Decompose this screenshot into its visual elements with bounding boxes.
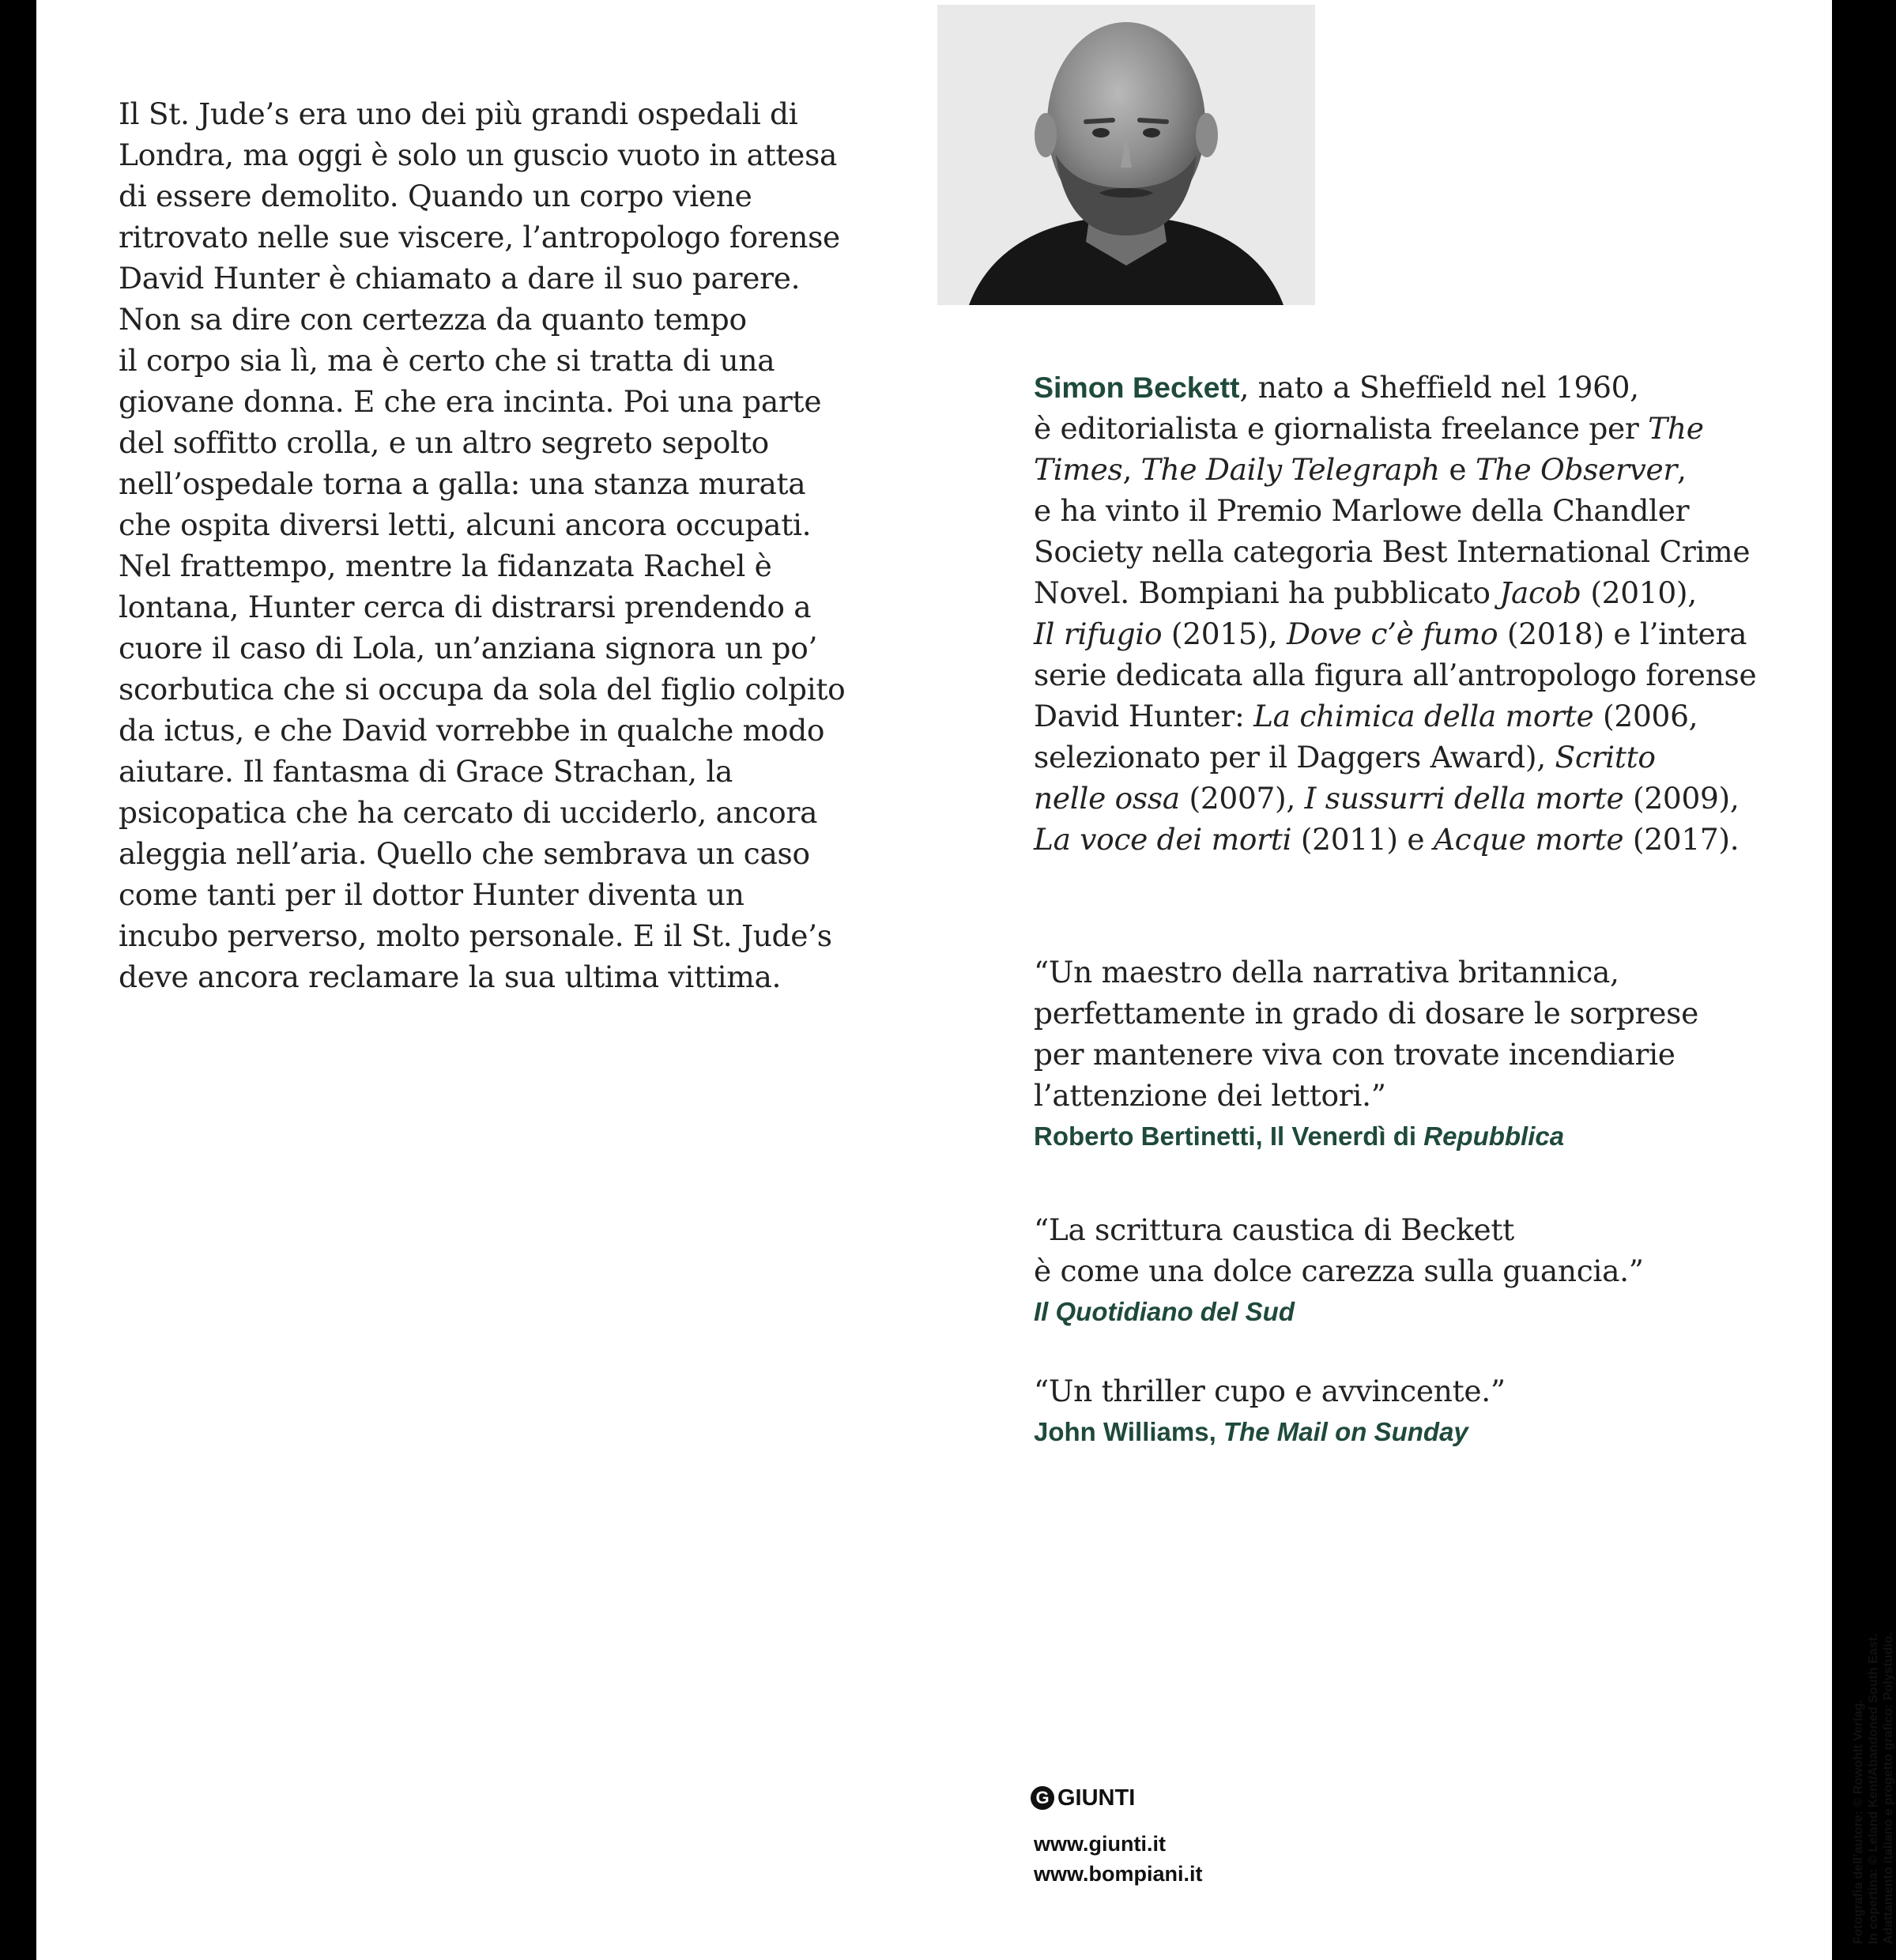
quote-line: “La scrittura caustica di Beckett xyxy=(1034,1212,1514,1247)
bio-italic: The Observer xyxy=(1475,452,1678,487)
bio-text: Novel. Bompiani ha pubblicato xyxy=(1034,575,1500,610)
bio-line: Society nella categoria Best International Crime xyxy=(1034,534,1751,569)
synopsis-line: Londra, ma oggi è solo un guscio vuoto in attesa xyxy=(119,138,838,172)
synopsis-line: ritrovato nelle sue viscere, l’antropologo forense xyxy=(119,220,840,254)
bio-line: e ha vinto il Premio Marlowe della Chandler xyxy=(1034,493,1690,528)
giunti-logo xyxy=(1031,1782,1135,1814)
giunti-url[interactable]: www.giunti.it xyxy=(1034,1832,1166,1856)
bio-italic: Acque morte xyxy=(1433,822,1624,857)
synopsis-line: il corpo sia lì, ma è certo che si tratta di una xyxy=(119,343,775,378)
bio-italic: La chimica della morte xyxy=(1253,699,1594,733)
author-bio xyxy=(1034,367,1792,860)
synopsis-line: giovane donna. E che era incinta. Poi una parte xyxy=(119,384,822,419)
quote-line: “Un thriller cupo e avvincente.” xyxy=(1034,1374,1506,1408)
bio-text: (2015), xyxy=(1162,616,1287,651)
bio-text: (2006, xyxy=(1593,699,1698,733)
bio-text: selezionato per il Daggers Award), xyxy=(1034,740,1555,775)
quote-line: “Un maestro della narrativa britannica, xyxy=(1034,955,1619,989)
bio-line xyxy=(1034,695,1792,737)
quote-attribution xyxy=(1034,1412,1792,1453)
bio-text: (2011) e xyxy=(1291,822,1434,857)
attribution-italic: Repubblica xyxy=(1423,1121,1565,1151)
bio-italic: nelle ossa xyxy=(1034,781,1180,816)
bio-italic: The Daily Telegraph xyxy=(1140,452,1440,487)
synopsis-line: scorbutica che si occupa da sola del figlio colpito xyxy=(119,672,846,707)
synopsis-line: da ictus, e che David vorrebbe in qualche modo xyxy=(119,713,825,748)
bio-text: (2010), xyxy=(1581,575,1697,610)
synopsis-line: lontana, Hunter cerca di distrarsi prendendo a xyxy=(119,590,812,624)
synopsis-line: cuore il caso di Lola, un’anziana signora un po’ xyxy=(119,631,818,665)
synopsis-line: Nel frattempo, mentre la fidanzata Rachel è xyxy=(119,548,772,583)
bio-line xyxy=(1034,572,1792,613)
bio-line xyxy=(1034,367,1792,408)
bio-text: è editorialista e giornalista freelance per xyxy=(1034,411,1649,446)
quote-attribution xyxy=(1034,1291,1792,1332)
bio-text: (2007), xyxy=(1179,781,1305,816)
bio-italic: Dove c’è fumo xyxy=(1287,616,1498,651)
bio-line xyxy=(1034,408,1792,449)
bio-text: , xyxy=(1122,452,1141,487)
attribution-italic: The Mail on Sunday xyxy=(1223,1417,1468,1446)
synopsis-line: psicopatica che ha cercato di ucciderlo, ancora xyxy=(119,795,818,830)
synopsis-line: che ospita diversi letti, alcuni ancora occupati. xyxy=(119,507,812,542)
attribution-italic: Il Quotidiano del Sud xyxy=(1034,1297,1295,1326)
bio-text: (2017). xyxy=(1623,822,1740,857)
bio-text: , nato a Sheffield nel 1960, xyxy=(1239,370,1639,405)
synopsis-line: incubo perverso, molto personale. E il St. Jude’s xyxy=(119,918,832,953)
attribution-text: John Williams, xyxy=(1034,1417,1223,1446)
synopsis-line: nell’ospedale torna a galla: una stanza murata xyxy=(119,466,806,501)
author-portrait-image xyxy=(937,5,1315,305)
bio-line xyxy=(1034,613,1792,654)
synopsis-line: deve ancora reclamare la sua ultima vittima. xyxy=(119,959,782,994)
bio-text: (2018) e l’intera xyxy=(1498,616,1747,651)
bio-italic: Jacob xyxy=(1499,575,1581,610)
publisher-urls xyxy=(1034,1829,1203,1889)
synopsis xyxy=(119,93,925,997)
quote-line: per mantenere viva con trovate incendiarie xyxy=(1034,1037,1675,1072)
bio-text: e xyxy=(1439,452,1476,487)
synopsis-line: come tanti per il dottor Hunter diventa un xyxy=(119,877,744,912)
quote-line: è come una dolce carezza sulla guancia.” xyxy=(1034,1253,1644,1288)
bio-italic: I sussurri della morte xyxy=(1304,781,1624,816)
review-quote xyxy=(1034,952,1792,1157)
bio-line xyxy=(1034,819,1792,860)
bio-italic: Il rifugio xyxy=(1034,616,1163,651)
bio-line: serie dedicata alla figura all’antropologo forense xyxy=(1034,658,1757,692)
bompiani-url[interactable]: www.bompiani.it xyxy=(1034,1862,1203,1886)
synopsis-line: Non sa dire con certezza da quanto tempo xyxy=(119,302,747,337)
logo-text: GIUNTI xyxy=(1057,1785,1136,1811)
bio-text: (2009), xyxy=(1623,781,1740,816)
bio-italic: Times xyxy=(1034,452,1123,487)
bio-line xyxy=(1034,737,1792,778)
bio-text: David Hunter: xyxy=(1034,699,1254,733)
synopsis-line: del soffitto crolla, e un altro segreto sepolto xyxy=(119,425,769,460)
bio-italic: Scritto xyxy=(1555,740,1656,775)
bio-line xyxy=(1034,778,1792,819)
review-quote xyxy=(1034,1209,1792,1332)
attribution-text: Roberto Bertinetti, Il Venerdì di xyxy=(1034,1121,1424,1151)
synopsis-line: David Hunter è chiamato a dare il suo parere. xyxy=(119,261,801,296)
bio-italic: La voce dei morti xyxy=(1034,822,1292,857)
author-photo xyxy=(937,5,1315,305)
image-credits xyxy=(1851,1632,1896,1944)
credit-line: Fotografia dell’autore: © Rowohlt Verlag. xyxy=(1852,1699,1865,1944)
quote-attribution xyxy=(1034,1116,1792,1157)
credit-line: Adattamento italiano e progetto grafico: Polystudio. xyxy=(1882,1632,1895,1944)
quote-line: l’attenzione dei lettori.” xyxy=(1034,1078,1386,1113)
synopsis-line: di essere demolito. Quando un corpo viene xyxy=(119,179,752,213)
synopsis-line: aleggia nell’aria. Quello che sembrava un caso xyxy=(119,836,810,871)
author-name: Simon Beckett xyxy=(1034,371,1240,404)
synopsis-line: Il St. Jude’s era uno dei più grandi ospedali di xyxy=(119,96,798,131)
back-cover xyxy=(36,0,1895,1960)
bio-text: , xyxy=(1677,452,1687,487)
bio-line xyxy=(1034,449,1792,490)
giunti-logo-icon: G xyxy=(1031,1786,1054,1810)
credit-line: In copertina: © Leland Kent/Abandoned South East. xyxy=(1867,1633,1880,1944)
review-quote xyxy=(1034,1370,1792,1453)
synopsis-line: aiutare. Il fantasma di Grace Strachan, la xyxy=(119,754,733,789)
bio-italic: The xyxy=(1648,411,1704,446)
quote-line: perfettamente in grado di dosare le sorprese xyxy=(1034,996,1698,1031)
